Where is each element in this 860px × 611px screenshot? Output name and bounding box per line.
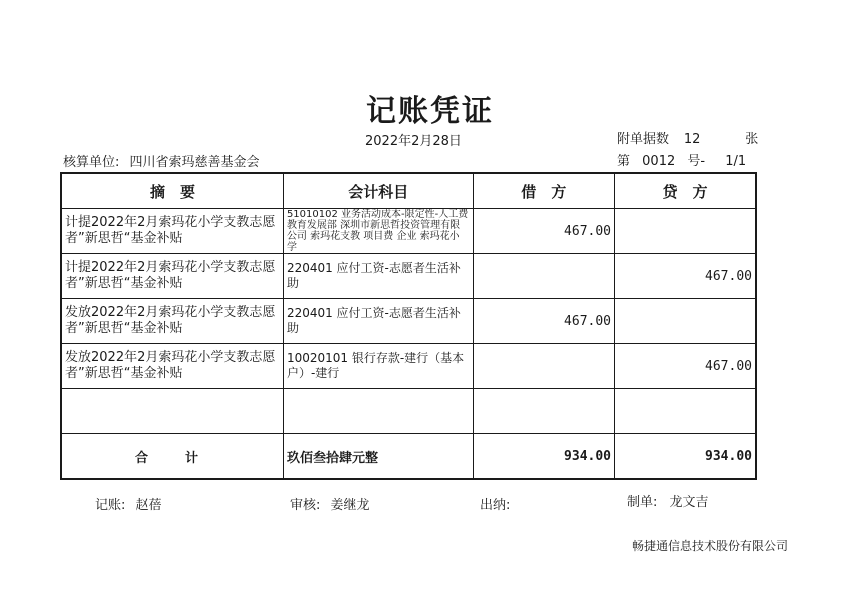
attachments-count: 12 [683,132,701,147]
attachments-unit: 张 [745,132,759,147]
total-credit: 934.00 [615,434,756,480]
header-credit: 贷 方 [615,173,756,209]
row-credit: 467.00 [615,254,756,299]
bookkeeper-name: 赵蓓 [135,498,162,513]
preparer-signoff [627,491,709,510]
row-credit [615,299,756,344]
row-account: 220401 应付工资-志愿者生活补助 [283,299,473,344]
table-row [61,209,756,254]
reviewer-label: 审核: [290,498,321,513]
voucher-title: 记账凭证 [366,94,494,129]
row-summary: 计提2022年2月索玛花小学支教志愿者”新思哲“基金补贴 [61,254,283,299]
table-row [61,344,756,389]
total-debit: 934.00 [473,434,614,480]
software-company: 畅捷通信息技术股份有限公司 [632,539,789,553]
row-credit [615,209,756,254]
row-debit [473,389,614,434]
row-account: 10020101 银行存款-建行（基本户）-建行 [283,344,473,389]
row-debit [473,254,614,299]
voucher-suffix: 号- [687,154,706,169]
row-debit: 467.00 [473,299,614,344]
voucher-table [60,172,757,480]
row-account [283,389,473,434]
row-account: 220401 应付工资-志愿者生活补助 [283,254,473,299]
row-debit: 467.00 [473,209,614,254]
preparer-name: 龙文吉 [669,495,709,510]
row-credit [615,389,756,434]
row-summary [61,389,283,434]
org-label: 核算单位: [63,155,120,170]
table-header-row [61,173,756,209]
voucher-label: 第 [617,154,631,169]
reviewer-name: 姜继龙 [330,498,370,513]
bookkeeper-signoff [95,494,162,513]
org-info [63,151,260,170]
header-debit: 借 方 [473,173,614,209]
total-amount-words: 玖佰叁拾肆元整 [283,434,473,480]
bookkeeper-label: 记账: [95,498,126,513]
total-label: 合 计 [61,434,283,480]
voucher-number: 0012 [642,154,676,169]
table-row [61,299,756,344]
org-name: 四川省索玛慈善基金会 [129,155,260,170]
row-summary: 发放2022年2月索玛花小学支教志愿者”新思哲“基金补贴 [61,299,283,344]
attachments-label: 附单据数 [617,132,670,147]
cashier-signoff [480,494,516,513]
attachments-info [617,128,758,147]
total-row [61,434,756,480]
row-credit: 467.00 [615,344,756,389]
header-summary: 摘 要 [61,173,283,209]
row-summary: 计提2022年2月索玛花小学支教志愿者”新思哲“基金补贴 [61,209,283,254]
header-account: 会计科目 [283,173,473,209]
row-summary: 发放2022年2月索玛花小学支教志愿者”新思哲“基金补贴 [61,344,283,389]
preparer-label: 制单: [627,495,658,510]
voucher-number-info [617,150,746,169]
voucher-date: 2022年2月28日 [365,134,462,149]
voucher-page: 1/1 [725,154,747,169]
row-debit [473,344,614,389]
table-row [61,254,756,299]
reviewer-signoff [290,494,370,513]
row-account: 51010102 业务活动成本-限定性-人工费 教育发展部 深圳市新思哲投资管理有限公司 索玛花支教 项目费 企业 索玛花小学 [283,209,473,254]
cashier-label: 出纳: [480,498,511,513]
table-row-empty [61,389,756,434]
